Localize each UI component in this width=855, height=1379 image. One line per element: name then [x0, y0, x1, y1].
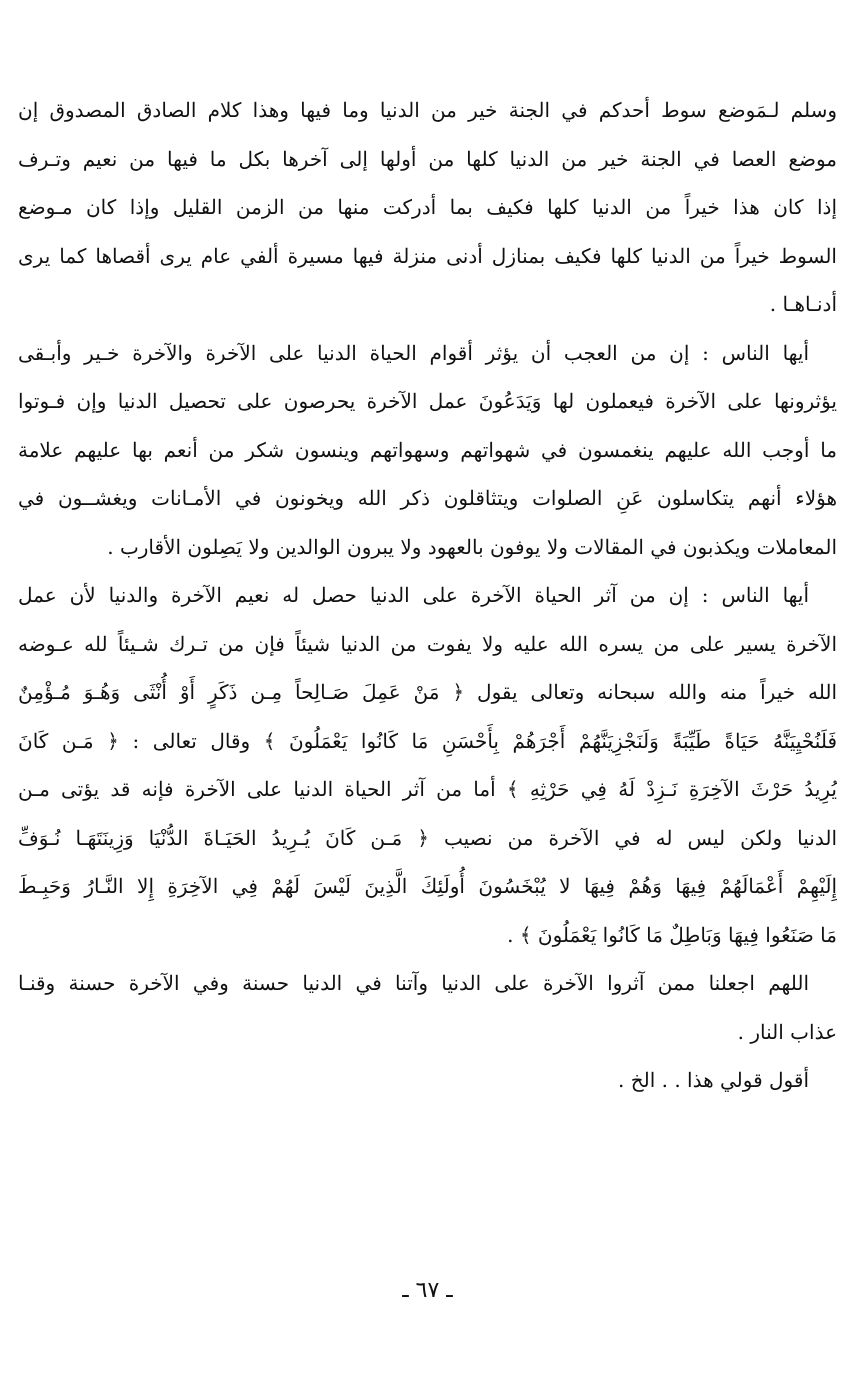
text-line: أقول قولي هذا . . الخ .	[617, 1068, 809, 1092]
paragraph	[18, 959, 837, 1056]
text-line: ما أوجب الله عليهم ينغمسون في شهواتهم وسهواتهم وينسون شكر من أنعم بها عليهم علامة	[18, 437, 837, 462]
paragraph	[18, 571, 837, 959]
text-line: الله خيراً منه والله سبحانه وتعالى يقول ﴿ مَنْ عَمِلَ صَـالِحاً مِـن ذَكَرٍ أَوْ أُنْثَى وَهُـوَ مُـؤْمِنٌ	[18, 680, 837, 704]
text-line: موضع العصا في الجنة خير من الدنيا كلها من أولها إلى آخرها بكل ما فيها من نعيم وتـرف	[18, 146, 837, 171]
text-line: أيها الناس : إن من العجب أن يؤثر أقوام الحياة الدنيا على الآخرة والآخرة خـير وأبـقى	[18, 340, 809, 365]
text-line: الآخرة يسير على من يسره الله عليه ولا يفوت من الدنيا شيئاً فإن من تـرك شـيئاً لله عـوضه	[18, 631, 837, 656]
text-line: أيها الناس : إن من آثر الحياة الآخرة على الدنيا حصل له نعيم الآخرة والدنيا لأن عمل	[18, 583, 809, 607]
paragraph	[18, 329, 837, 572]
text-line: إِلَيْهِمْ أَعْمَالَهُمْ فِيهَا وَهُمْ فِيهَا لا يُبْخَسُونَ أُولَئِكَ الَّذِينَ لَيْسَ لَهُمْ فِي الآخِرَةِ إِلا النَّـارُ وَحَبِـطَ	[18, 874, 837, 898]
text-line: الدنيا ولكن ليس له في الآخرة من نصيب ﴿ مَـن كَانَ يُـرِيدُ الحَيَـاةَ الدُّنْيَا وَزِينَتَهَـا نُـوَفِّ	[18, 825, 837, 850]
text-line: هؤلاء أنهم يتكاسلون عَنِ الصلوات ويتثاقلون ذكر الله ويخونون في الأمـانات ويغشــون في	[18, 486, 837, 510]
text-line: مَا صَنَعُوا فِيهَا وَبَاطِلٌ مَا كَانُوا يَعْمَلُونَ ﴾ .	[507, 922, 837, 947]
text-line: اللهم اجعلنا ممن آثروا الآخرة على الدنيا وآتنا في الدنيا حسنة وفي الآخرة حسنة وقنـا	[18, 971, 809, 995]
text-line: السوط خيراً من الدنيا كلها فكيف بمنازل أدنى منزلة فيها مسيرة ألفي عام يرى أقصاها كما يرى	[18, 243, 837, 268]
text-line: أدنـاهـا .	[769, 292, 837, 316]
body-text	[18, 86, 837, 1105]
page-number: ـ ٦٧ ـ	[402, 1278, 453, 1303]
text-line: إذا كان هذا خيراً من الدنيا كلها فكيف بما أدركت منها من الزمن القليل وإذا كان مـوضع	[18, 195, 837, 219]
text-line: يؤثرونها على الآخرة فيعملون لها وَيَدَعُونَ عمل الآخرة يحرصون على تحصيل الدنيا وإن فـوتوا	[18, 389, 837, 413]
text-line: عذاب النار .	[737, 1019, 837, 1044]
text-line: فَلَنُحْيِيَنَّهُ حَيَاةً طَيِّبَةً وَلَنَجْزِيَنَّهُمْ أَجْرَهُمْ بِأَحْسَنِ مَا كَانُوا يَعْمَلُونَ ﴾ وقال تعالى : ﴿ مَـن كَانَ	[18, 728, 837, 753]
text-line: المعاملات ويكذبون في المقالات ولا يوفون بالعهود ولا يبرون الوالدين ولا يَصِلون الأقارب .	[107, 534, 837, 559]
paragraph	[18, 1056, 837, 1105]
paragraph	[18, 86, 837, 329]
text-line: يُرِيدُ حَرْثَ الآخِرَةِ نَـزِدْ لَهُ فِي حَرْثِهِ ﴾ أما من آثر الحياة الدنيا على الآخرة فإنه قد يؤتى مـن	[18, 777, 837, 801]
text-line: وسلم لـمَوضع سوط أحدكم في الجنة خير من الدنيا وما فيها وهذا كلام الصادق المصدوق إن	[18, 98, 837, 122]
